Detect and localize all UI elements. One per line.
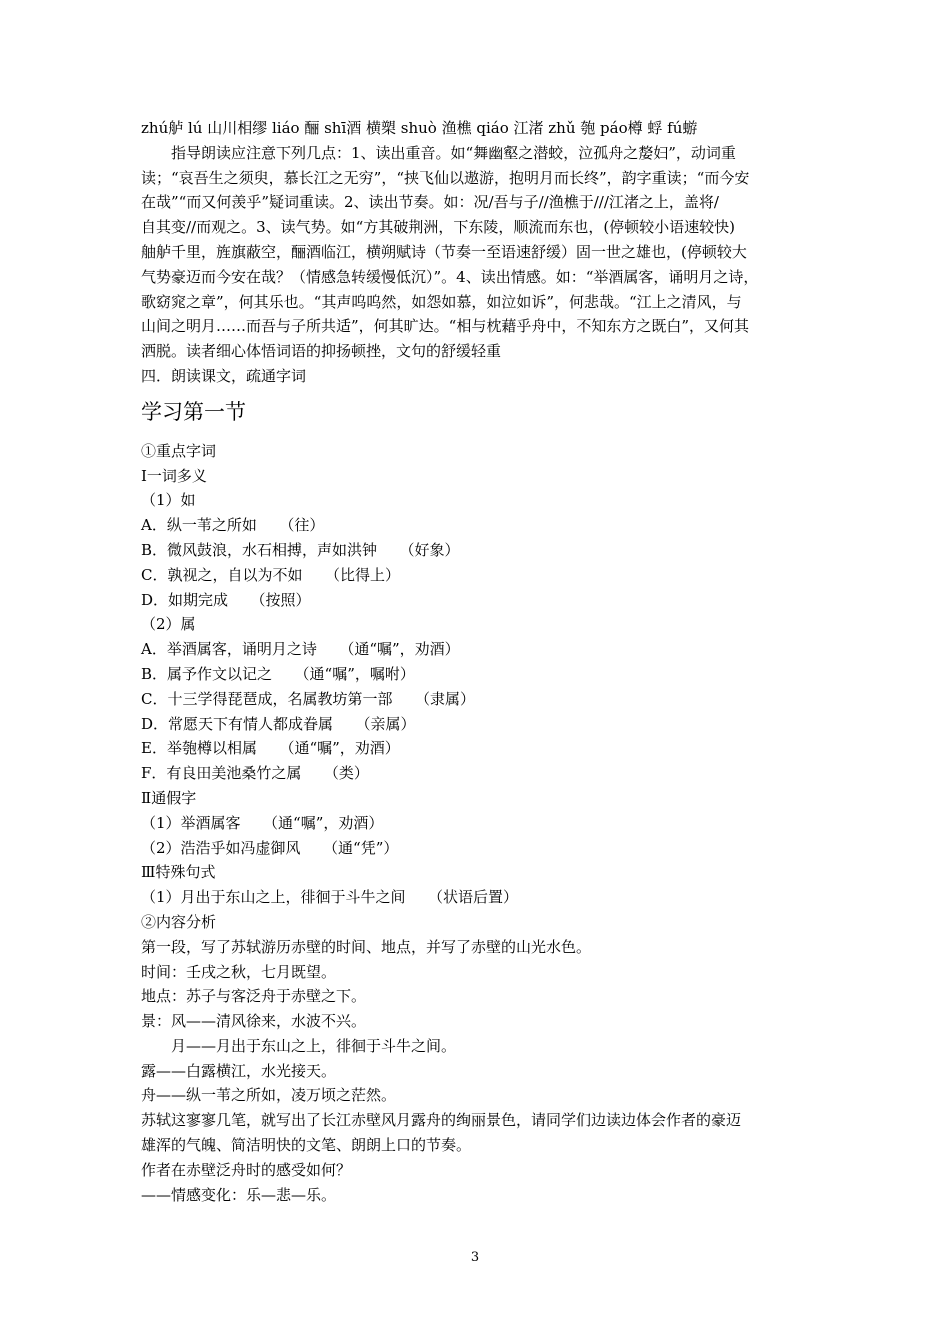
page-body [141,116,813,1207]
page-number: 3 [470,1250,480,1265]
analysis-line: 第一段，写了苏轼游历赤壁的时间、地点，并写了赤壁的山光水色。 [141,937,592,956]
subheading-key-words: ①重点字词 [141,441,217,460]
analysis-line: 苏轼这寥寥几笔，就写出了长江赤壁风月露舟的绚丽景色，请同学们边读边体会作者的豪迈 [141,1111,742,1130]
analysis-line: 舟——纵一苇之所如，凌万顷之茫然。 [141,1086,397,1105]
subheading-content-analysis: ②内容分析 [141,912,217,931]
example-item: C．孰视之，自以为不如 （比得上） [141,565,400,584]
example-item: （2）浩浩乎如冯虚御风 （通“凭”） [141,838,399,857]
question-line: 作者在赤壁泛舟时的感受如何？ [141,1160,352,1179]
analysis-line: 景：风——清风徐来，水波不兴。 [141,1012,367,1031]
example-item: B．微风鼓浪，水石相搏，声如洪钟 （好象） [141,540,460,559]
example-item: E．举匏樽以相属 （通“嘱”，劝酒） [141,739,400,758]
analysis-line: 地点：苏子与客泛舟于赤壁之下。 [141,987,367,1006]
subheading-special-syntax: Ⅲ特殊句式 [141,863,216,882]
example-item: （1）举酒属客 （通“嘱”，劝酒） [141,813,384,832]
example-item: D．如期完成 （按照） [141,590,311,609]
section-heading: 学习第一节 [141,399,246,424]
example-item: A．举酒属客，诵明月之诗 （通“嘱”，劝酒） [141,640,460,659]
reading-guidance-paragraph [141,141,813,166]
paragraph-line: 在哉”“而又何羡乎”疑词重读。2、读出节奏。如：况/吾与子//渔樵于///江渚之上，盖将/ [141,193,719,212]
example-item: C．十三学得琵琶成，名属教坊第一部 （隶属） [141,689,475,708]
paragraph-line: 歌窈窕之章”，何其乐也。“其声呜呜然，如怨如慕，如泣如诉”，何悲哉。“江上之清风，与 [141,292,742,311]
analysis-line: 雄浑的气魄、简洁明快的文笔、朗朗上口的节奏。 [141,1136,472,1155]
paragraph-line: 读；“哀吾生之须臾，慕长江之无穷”，“挟飞仙以遨游，抱明月而长终”，韵字重读；“而今安 [141,168,750,187]
subheading-loan-characters: Ⅱ通假字 [141,788,197,807]
analysis-line: 月——月出于东山之上，徘徊于斗牛之间。 [171,1036,457,1055]
paragraph-line: 指导朗读应注意下列几点：1、读出重音。如“舞幽壑之潜蛟，泣孤舟之嫠妇”，动词重 [171,143,736,162]
pronunciation-line: zhú舻 lú 山川相缪 liáo 酾 shī酒 横槊 shuò 渔樵 qiáo 江渚 zhǔ 匏 páo樽 蜉 fú蝣 [141,119,698,137]
example-item: B．属予作文以记之 （通“嘱”，嘱咐） [141,664,415,683]
example-item: （1）月出于东山之上，徘徊于斗牛之间 （状语后置） [141,888,519,907]
analysis-line: 时间：壬戌之秋，七月既望。 [141,962,337,981]
example-item: F．有良田美池桑竹之属 （类） [141,764,369,783]
paragraph-line: 山间之明月……而吾与子所共适”，何其旷达。“相与枕藉乎舟中，不知东方之既白”，又何其 [141,317,750,336]
word-item: （1）如 [141,491,196,510]
example-item: A．纵一苇之所如 （往） [141,516,325,535]
analysis-line: 露——白露横江，水光接天。 [141,1061,337,1080]
example-item: D．常愿天下有情人都成眷属 （亲属） [141,714,416,733]
paragraph-line: 自其变//而观之。3、读气势。如“方其破荆洲，下东陵，顺流而东也，(停顿较小语速较快) [141,218,736,237]
paragraph-line: 舳舻千里，旌旗蔽空，酾酒临江，横朔赋诗（节奏一至语速舒缓）固一世之雄也，(停顿较大 [141,242,747,261]
paragraph-line: 洒脱。读者细心体悟词语的抑扬顿挫，文句的舒缓轻重 [141,342,502,361]
section-title-four: 四．朗读课文，疏通字词 [141,366,307,385]
word-item: （2）属 [141,615,196,634]
subheading-polysemy: Ⅰ一词多义 [141,466,207,485]
paragraph-line: 气势豪迈而今安在哉？（情感急转缓慢低沉）”。4、读出情感。如：“举酒属客，诵明月之诗， [141,267,759,286]
answer-line: ——情感变化：乐—悲—乐。 [141,1185,337,1204]
